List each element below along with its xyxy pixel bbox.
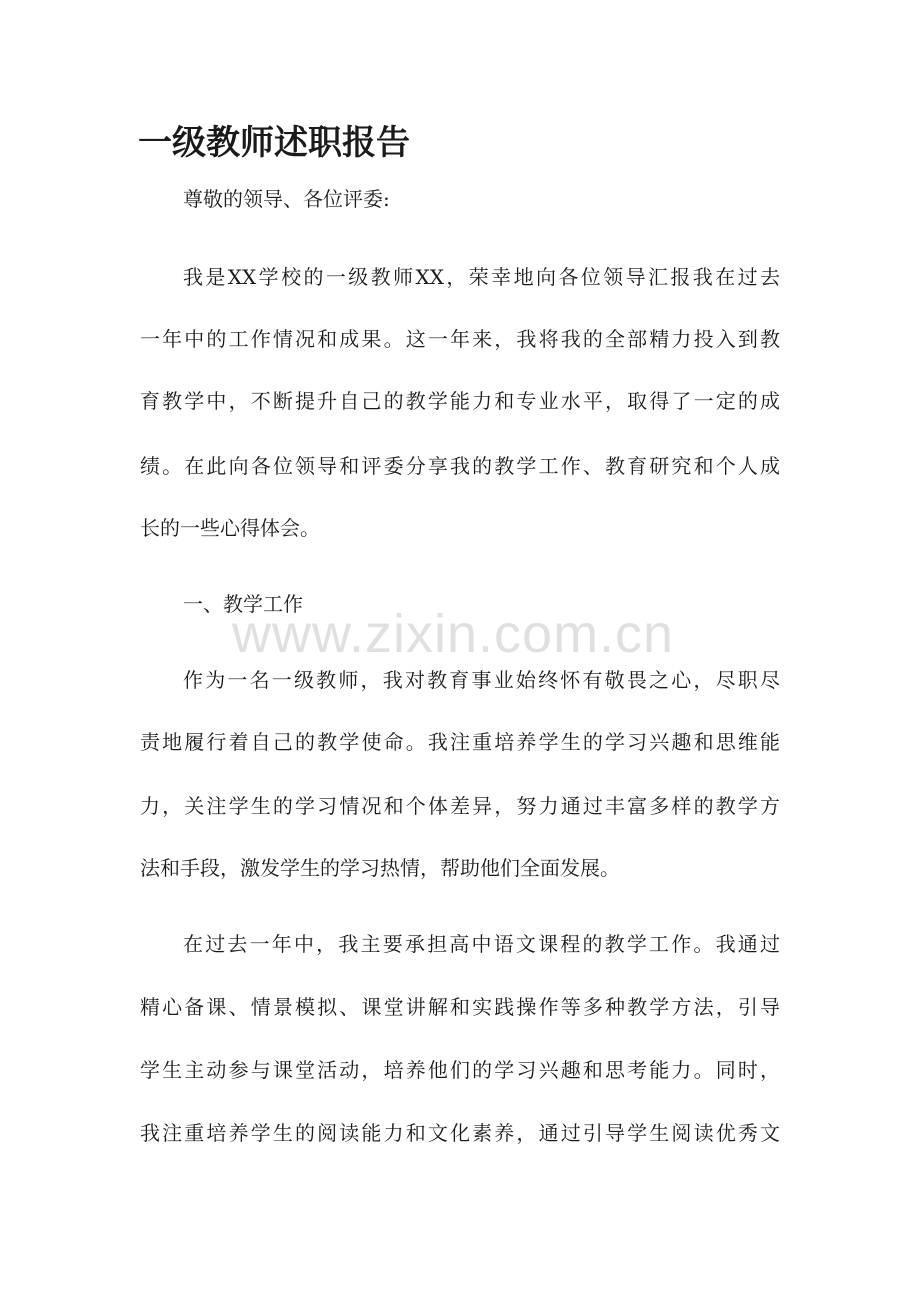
paragraph-1-line-4: 绩。在此向各位领导和评委分享我的教学工作、教育研究和个人成	[140, 454, 780, 478]
paragraph-2-line-2: 责地履行着自己的教学使命。我注重培养学生的学习兴趣和思维能	[140, 730, 780, 754]
paragraph-3-line-3: 学生主动参与课堂活动，培养他们的学习兴趣和思考能力。同时，	[140, 1058, 780, 1082]
paragraph-3-line-1: 在过去一年中，我主要承担高中语文课程的教学工作。我通过	[183, 932, 780, 956]
paragraph-3-line-2: 精心备课、情景模拟、课堂讲解和实践操作等多种教学方法，引导	[140, 995, 780, 1019]
salutation: 尊敬的领导、各位评委:	[183, 187, 390, 211]
paragraph-1-line-5: 长的一些心得体会。	[140, 516, 320, 540]
paragraph-2-line-3: 力，关注学生的学习情况和个体差异，努力通过丰富多样的教学方	[140, 794, 780, 818]
paragraph-1-line-1: 我是XX学校的一级教师XX，荣幸地向各位领导汇报我在过去	[183, 265, 780, 289]
paragraph-1-line-2: 一年中的工作情况和成果。这一年来，我将我的全部精力投入到教	[140, 327, 780, 351]
paragraph-2-line-4: 法和手段，激发学生的学习热情，帮助他们全面发展。	[140, 856, 620, 880]
paragraph-2-line-1: 作为一名一级教师，我对教育事业始终怀有敬畏之心，尽职尽	[183, 668, 780, 692]
paragraph-1-line-3: 育教学中，不断提升自己的教学能力和专业水平，取得了一定的成	[140, 389, 780, 413]
section-heading-teaching: 一、教学工作	[183, 592, 303, 616]
document-title: 一级教师述职报告	[138, 123, 410, 163]
paragraph-3-line-4: 我注重培养学生的阅读能力和文化素养，通过引导学生阅读优秀文	[140, 1121, 780, 1145]
watermark: www.zixin.com.cn	[232, 604, 675, 664]
